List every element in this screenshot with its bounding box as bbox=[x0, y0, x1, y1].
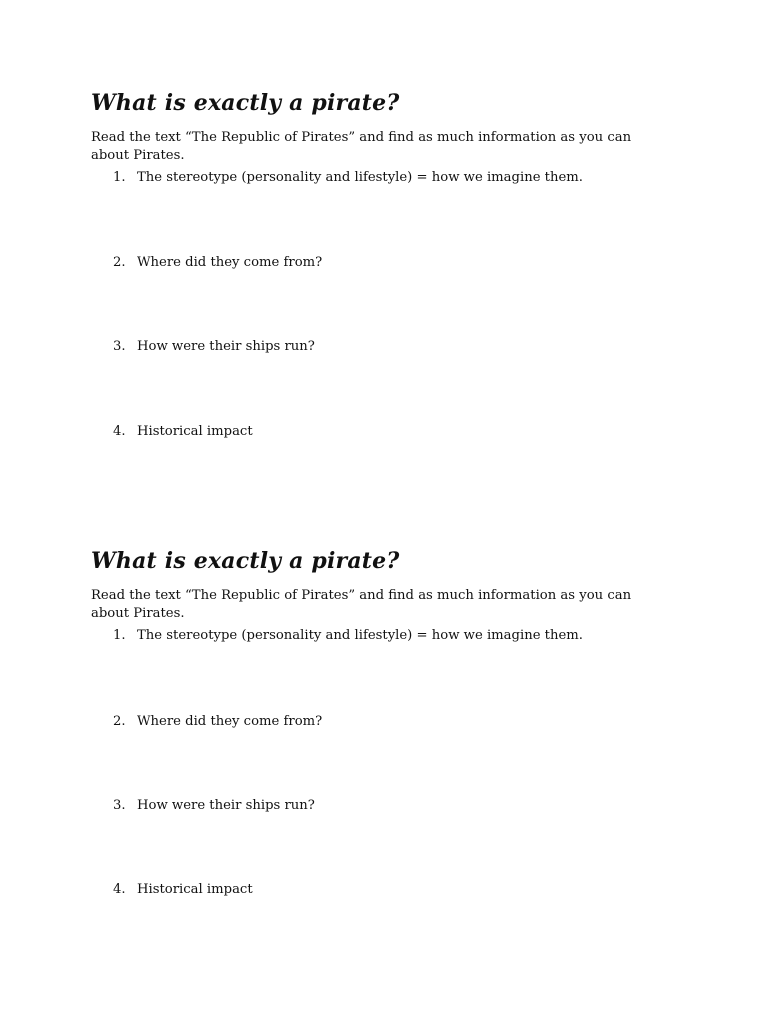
question-number: 3. bbox=[113, 798, 126, 813]
worksheet-title: What is exactly a pirate? bbox=[91, 548, 400, 574]
question-text: Where did they come from? bbox=[137, 255, 323, 270]
question-item bbox=[113, 338, 315, 356]
question-number: 3. bbox=[113, 339, 126, 354]
worksheet-section-1 bbox=[91, 86, 691, 439]
question-number: 2. bbox=[113, 714, 126, 729]
question-item bbox=[113, 627, 583, 645]
question-number: 2. bbox=[113, 255, 126, 270]
question-text: Where did they come from? bbox=[137, 714, 323, 729]
question-number: 1. bbox=[113, 628, 126, 643]
question-text: Historical impact bbox=[137, 424, 253, 439]
question-text: Historical impact bbox=[137, 882, 253, 897]
question-item bbox=[113, 254, 322, 272]
worksheet-instructions: Read the text “The Republic of Pirates” and find as much information as you can about Pirates. bbox=[91, 588, 632, 621]
question-text: The stereotype (personality and lifestyle) = how we imagine them. bbox=[137, 628, 583, 643]
question-number: 4. bbox=[113, 424, 126, 439]
question-text: How were their ships run? bbox=[137, 339, 315, 354]
question-item bbox=[113, 423, 253, 441]
question-item bbox=[113, 169, 583, 187]
question-item bbox=[113, 797, 315, 815]
worksheet-title: What is exactly a pirate? bbox=[91, 90, 400, 116]
question-item bbox=[113, 713, 322, 731]
question-text: The stereotype (personality and lifestyle) = how we imagine them. bbox=[137, 170, 583, 185]
worksheet-section-2 bbox=[91, 544, 691, 897]
question-item bbox=[113, 881, 253, 899]
question-number: 1. bbox=[113, 170, 126, 185]
question-number: 4. bbox=[113, 882, 126, 897]
worksheet-instructions: Read the text “The Republic of Pirates” and find as much information as you can about Pirates. bbox=[91, 130, 632, 163]
question-text: How were their ships run? bbox=[137, 798, 315, 813]
